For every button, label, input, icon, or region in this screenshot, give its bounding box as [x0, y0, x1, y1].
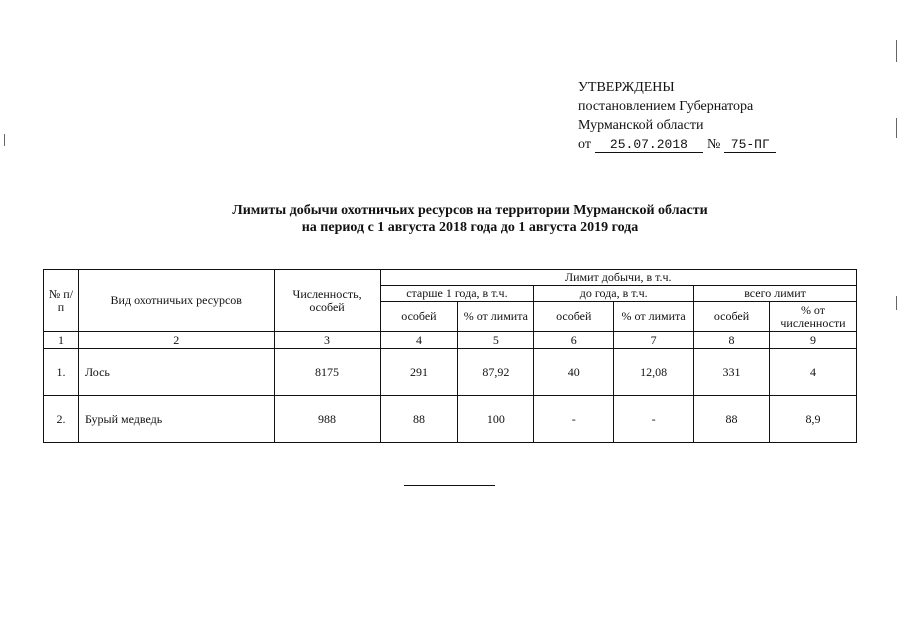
header-num: № п/п [44, 270, 79, 332]
scan-mark [896, 296, 897, 310]
limits-table [43, 269, 857, 443]
scan-mark [4, 134, 5, 146]
title-line: на период с 1 августа 2018 года до 1 августа 2019 года [301, 220, 639, 235]
header-pct-of-limit: % от лимита [614, 302, 694, 332]
column-index: 6 [534, 332, 614, 349]
under-1-year-individuals: - [534, 396, 614, 443]
column-index-row [44, 332, 857, 349]
header-individuals: особей [694, 302, 770, 332]
column-index: 1 [44, 332, 79, 349]
total-limit-individuals: 88 [694, 396, 770, 443]
under-1-year-pct: - [614, 396, 694, 443]
over-1-year-pct: 87,92 [458, 349, 534, 396]
total-limit-pct: 8,9 [769, 396, 856, 443]
approval-line: Мурманской области [578, 118, 704, 133]
document-title [100, 202, 840, 236]
decree-date: 25.07.2018 [595, 138, 703, 153]
column-index: 5 [458, 332, 534, 349]
table-row [44, 349, 857, 396]
approval-date-line [578, 135, 780, 154]
header-individuals: особей [534, 302, 614, 332]
row-number: 2. [44, 396, 79, 443]
header-pct-of-limit: % от лимита [458, 302, 534, 332]
header-species: Вид охотничьих ресурсов [78, 270, 274, 332]
species-name: Бурый медведь [78, 396, 274, 443]
header-population: Численность, особей [274, 270, 380, 332]
closing-rule [404, 485, 495, 486]
total-limit-individuals: 331 [694, 349, 770, 396]
column-index: 8 [694, 332, 770, 349]
over-1-year-pct: 100 [458, 396, 534, 443]
under-1-year-individuals: 40 [534, 349, 614, 396]
column-index: 2 [78, 332, 274, 349]
header-over-1-year: старше 1 года, в т.ч. [380, 286, 534, 302]
approval-line: постановлением Губернатора [578, 99, 754, 114]
number-label: № [706, 137, 721, 152]
table-row [44, 396, 857, 443]
from-label: от [578, 137, 591, 152]
approval-block [578, 78, 780, 154]
over-1-year-individuals: 88 [380, 396, 458, 443]
title-line: Лимиты добычи охотничьих ресурсов на территории Мурманской области [232, 203, 708, 218]
scan-mark [896, 118, 897, 138]
column-index: 4 [380, 332, 458, 349]
header-under-1-year: до года, в т.ч. [534, 286, 694, 302]
header-limit: Лимит добычи, в т.ч. [380, 270, 857, 286]
decree-number: 75-ПГ [724, 138, 776, 153]
column-index: 7 [614, 332, 694, 349]
approval-title: УТВЕРЖДЕНЫ [578, 80, 675, 95]
row-number: 1. [44, 349, 79, 396]
under-1-year-pct: 12,08 [614, 349, 694, 396]
scan-mark [896, 40, 897, 62]
header-total-limit: всего лимит [694, 286, 857, 302]
column-index: 9 [769, 332, 856, 349]
column-index: 3 [274, 332, 380, 349]
header-pct-of-population: % от численности [769, 302, 856, 332]
population-value: 8175 [274, 349, 380, 396]
total-limit-pct: 4 [769, 349, 856, 396]
species-name: Лось [78, 349, 274, 396]
population-value: 988 [274, 396, 380, 443]
over-1-year-individuals: 291 [380, 349, 458, 396]
header-individuals: особей [380, 302, 458, 332]
